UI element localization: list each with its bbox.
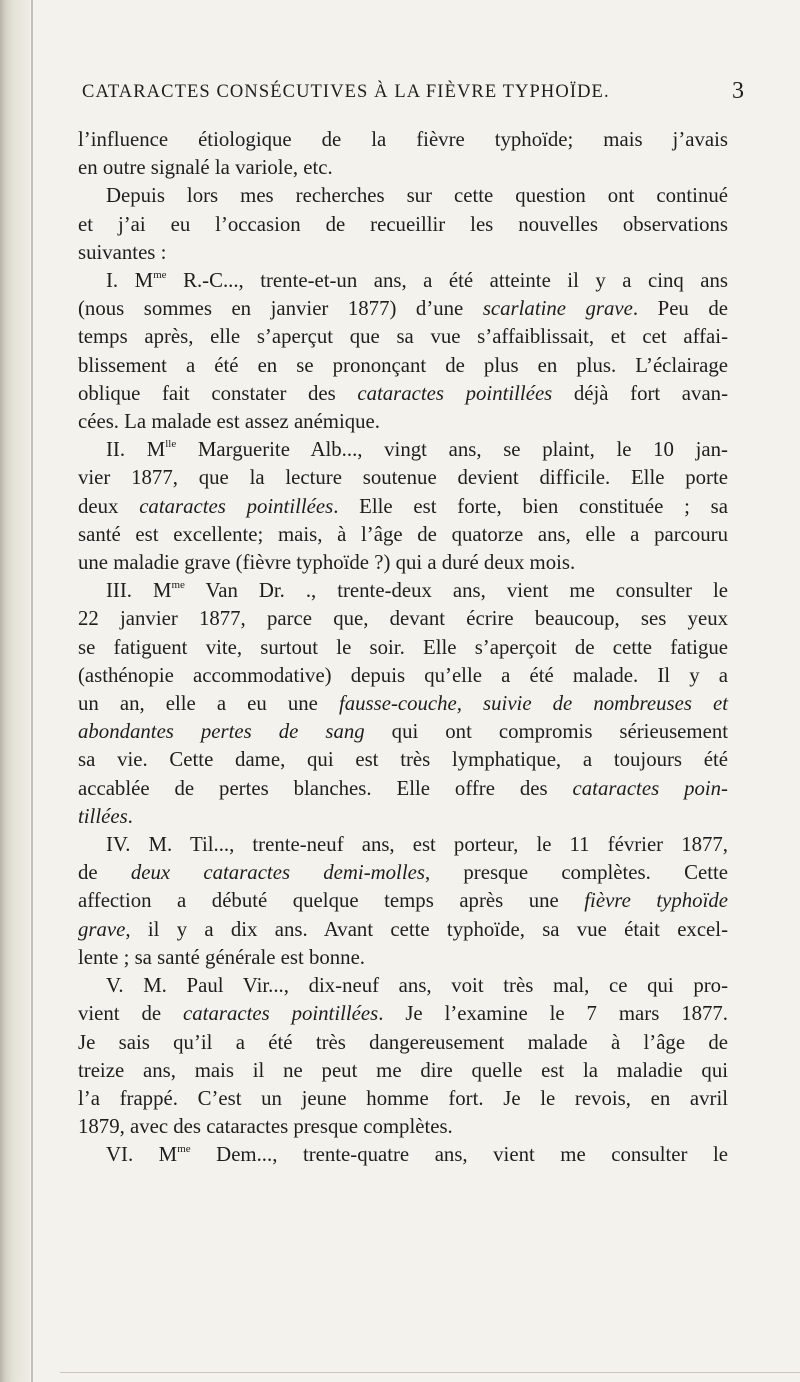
text-line: grave, il y a dix ans. Avant cette typhoïde, sa vue était excel- <box>78 917 728 941</box>
text-line: (asthénopie accommodative) depuis qu’elle a été malade. Il y a <box>78 663 728 687</box>
page-body <box>78 126 728 1170</box>
running-header <box>78 78 744 114</box>
gutter-edge <box>31 0 33 1382</box>
text-line: en outre signalé la variole, etc. <box>78 156 333 180</box>
observation-6-line: VI. $M^{me}$ Dem..., trente-quatre ans, vient me consulter le <box>106 1143 729 1167</box>
book-gutter <box>0 0 30 1382</box>
text-line: Je sais qu’il a été très dangereusement malade à l’âge de <box>78 1030 728 1054</box>
observation-4-line: IV. M. Til..., trente-neuf ans, est porteur, le 11 février 1877, <box>106 833 728 857</box>
bottom-rule <box>60 1372 800 1373</box>
text-line: se fatiguent vite, surtout le soir. Elle s’aperçoit de cette fatigue <box>78 635 728 659</box>
text-line: tillées. <box>78 804 133 828</box>
running-title: CATARACTES CONSÉCUTIVES À LA FIÈVRE TYPHOÏDE. <box>82 82 610 102</box>
text-line: treize ans, mais il ne peut me dire quelle est la maladie qui <box>78 1058 728 1082</box>
text-line: temps après, elle s’aperçut que sa vue s’affaiblissait, et cet affai- <box>78 325 728 349</box>
text-line: un an, elle a eu une fausse-couche, suivie de nombreuses et <box>78 692 728 716</box>
page-number: 3 <box>732 78 744 104</box>
text-line: (nous sommes en janvier 1877) d’une scarlatine grave. Peu de <box>78 297 728 321</box>
text-line: l’influence étiologique de la fièvre typhoïde; mais j’avais <box>78 128 728 151</box>
text-line: l’a frappé. C’est un jeune homme fort. Je le revois, en avril <box>78 1086 728 1110</box>
text-line: abondantes pertes de sang qui ont compromis sérieusement <box>78 720 728 744</box>
text-line: de deux cataractes demi-molles, presque complètes. Cette <box>78 861 728 885</box>
observation-1-line: I. $M^{me}$ R.-C..., trente-et-un ans, a été atteinte il y a cinq ans <box>106 269 728 293</box>
text-line: blissement a été en se prononçant de plus en plus. L’éclairage <box>78 353 728 377</box>
text-line: 1879, avec des cataractes presque complètes. <box>78 1115 453 1139</box>
text-line: vier 1877, que la lecture soutenue devient difficile. Elle porte <box>78 466 728 490</box>
text-line: deux cataractes pointillées. Elle est forte, bien constituée ; sa <box>78 494 728 518</box>
text-line: une maladie grave (fièvre typhoïde ?) qui a duré deux mois. <box>78 551 576 575</box>
text-line: accablée de pertes blanches. Elle offre des cataractes poin- <box>78 776 728 800</box>
text-line: santé est excellente; mais, à l’âge de quatorze ans, elle a parcouru <box>78 522 728 546</box>
text-line: 22 janvier 1877, parce que, devant écrire beaucoup, ses yeux <box>78 607 728 631</box>
text-line: sa vie. Cette dame, qui est très lymphatique, a toujours été <box>78 748 728 772</box>
text-line: oblique fait constater des cataractes pointillées déjà fort avan- <box>78 381 728 405</box>
observation-5-line: V. M. Paul Vir..., dix-neuf ans, voit très mal, ce qui pro- <box>106 974 728 998</box>
text-line: et j’ai eu l’occasion de recueillir les nouvelles observations <box>78 212 728 236</box>
text-line: cées. La malade est assez anémique. <box>78 410 380 434</box>
book-page <box>78 78 744 1170</box>
text-line: Depuis lors mes recherches sur cette question ont continué <box>106 184 728 208</box>
text-line: lente ; sa santé générale est bonne. <box>78 945 365 969</box>
observation-2-line: II. $M^{lle}$ Marguerite Alb..., vingt ans, se plaint, le 10 jan- <box>106 438 728 462</box>
text-line: suivantes : <box>78 240 167 264</box>
text-line: vient de cataractes pointillées. Je l’examine le 7 mars 1877. <box>78 1002 728 1026</box>
text-line: affection a débuté quelque temps après une fièvre typhoïde <box>78 889 728 913</box>
observation-3-line: III. $M^{me}$ Van Dr. ., trente-deux ans, vient me consulter le <box>106 579 729 603</box>
